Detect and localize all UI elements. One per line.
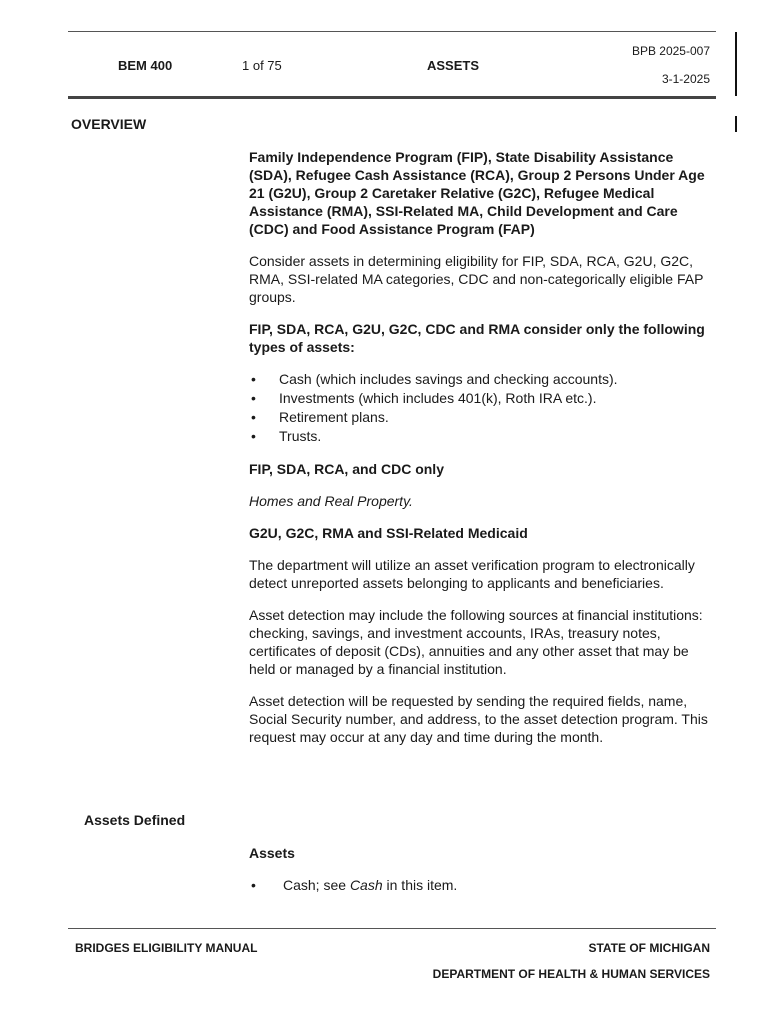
header-bottom-rule (68, 96, 716, 99)
g2u-heading: G2U, G2C, RMA and SSI-Related Medicaid (249, 525, 528, 541)
bullet-icon: • (251, 428, 256, 444)
change-bar (735, 116, 737, 132)
cash-reference: Cash (349, 877, 383, 893)
fip-heading: FIP, SDA, RCA, and CDC only (249, 461, 444, 477)
header-top-rule (68, 31, 716, 32)
page-number: 1 of 75 (242, 58, 282, 73)
types-heading: FIP, SDA, RCA, G2U, G2C, CDC and RMA consider only the following types of assets: (249, 321, 705, 355)
list-item: • Cash (which includes savings and checking accounts). (251, 371, 618, 387)
bullet-icon: • (251, 409, 256, 425)
list-item: • Trusts. (251, 428, 322, 444)
bullet-icon: • (251, 877, 256, 893)
footer-rule (68, 928, 716, 929)
change-bar (735, 32, 737, 96)
intro-paragraph: Consider assets in determining eligibility for FIP, SDA, RCA, G2U, G2C, RMA, SSI-related MA categories, CDC and non-categorically eligible FAP groups. (249, 253, 704, 305)
assets-heading: Assets (249, 845, 295, 861)
section-heading-assets-defined: Assets Defined (84, 812, 186, 828)
detection-request-paragraph: Asset detection will be requested by sending the required fields, name, Social Security number, and address, to the asset detection program. This request may occur at any day and time during the month. (249, 693, 708, 745)
footer-manual-name: BRIDGES ELIGIBILITY MANUAL (75, 941, 258, 955)
footer-department: DEPARTMENT OF HEALTH & HUMAN SERVICES (432, 967, 710, 981)
assets-list (249, 876, 709, 895)
assets-defined-body (249, 844, 709, 909)
section-heading-overview: OVERVIEW (71, 116, 147, 132)
footer-state: STATE OF MICHIGAN (588, 941, 710, 955)
bullet-icon: • (251, 390, 256, 406)
list-item: • Cash; see Cash in this item. (251, 877, 458, 893)
fip-text: Homes and Real Property. (249, 493, 413, 509)
bullet-icon: • (251, 371, 256, 387)
list-item: • Retirement plans. (251, 409, 389, 425)
overview-body (249, 148, 709, 760)
bulletin-number: BPB 2025-007 (631, 44, 710, 58)
verification-paragraph: The department will utilize an asset verification program to electronically detect unreported assets belonging to applicants and beneficiaries. (249, 557, 695, 591)
asset-types-list (249, 370, 709, 446)
effective-date: 3-1-2025 (661, 72, 710, 86)
detection-sources-paragraph: Asset detection may include the following sources at financial institutions: checking, savings, and investment accounts, IRAs, treasury notes, certificates of deposit (CDs), annuities and any other asset that may be held or managed by a financial institution. (249, 607, 703, 677)
page-title: ASSETS (427, 58, 480, 73)
manual-code: BEM 400 (118, 58, 173, 73)
programs-heading: Family Independence Program (FIP), State Disability Assistance (SDA), Refugee Cash Assistance (RCA), Group 2 Persons Under Age 21 (G2U), Group 2 Caretaker Relative (G2C), Refugee Medical Assistance (RMA), SSI-Related MA, Child Development and Care (CDC) and Food Assistance Program (FAP) (249, 149, 705, 237)
list-item: • Investments (which includes 401(k), Roth IRA etc.). (251, 390, 597, 406)
